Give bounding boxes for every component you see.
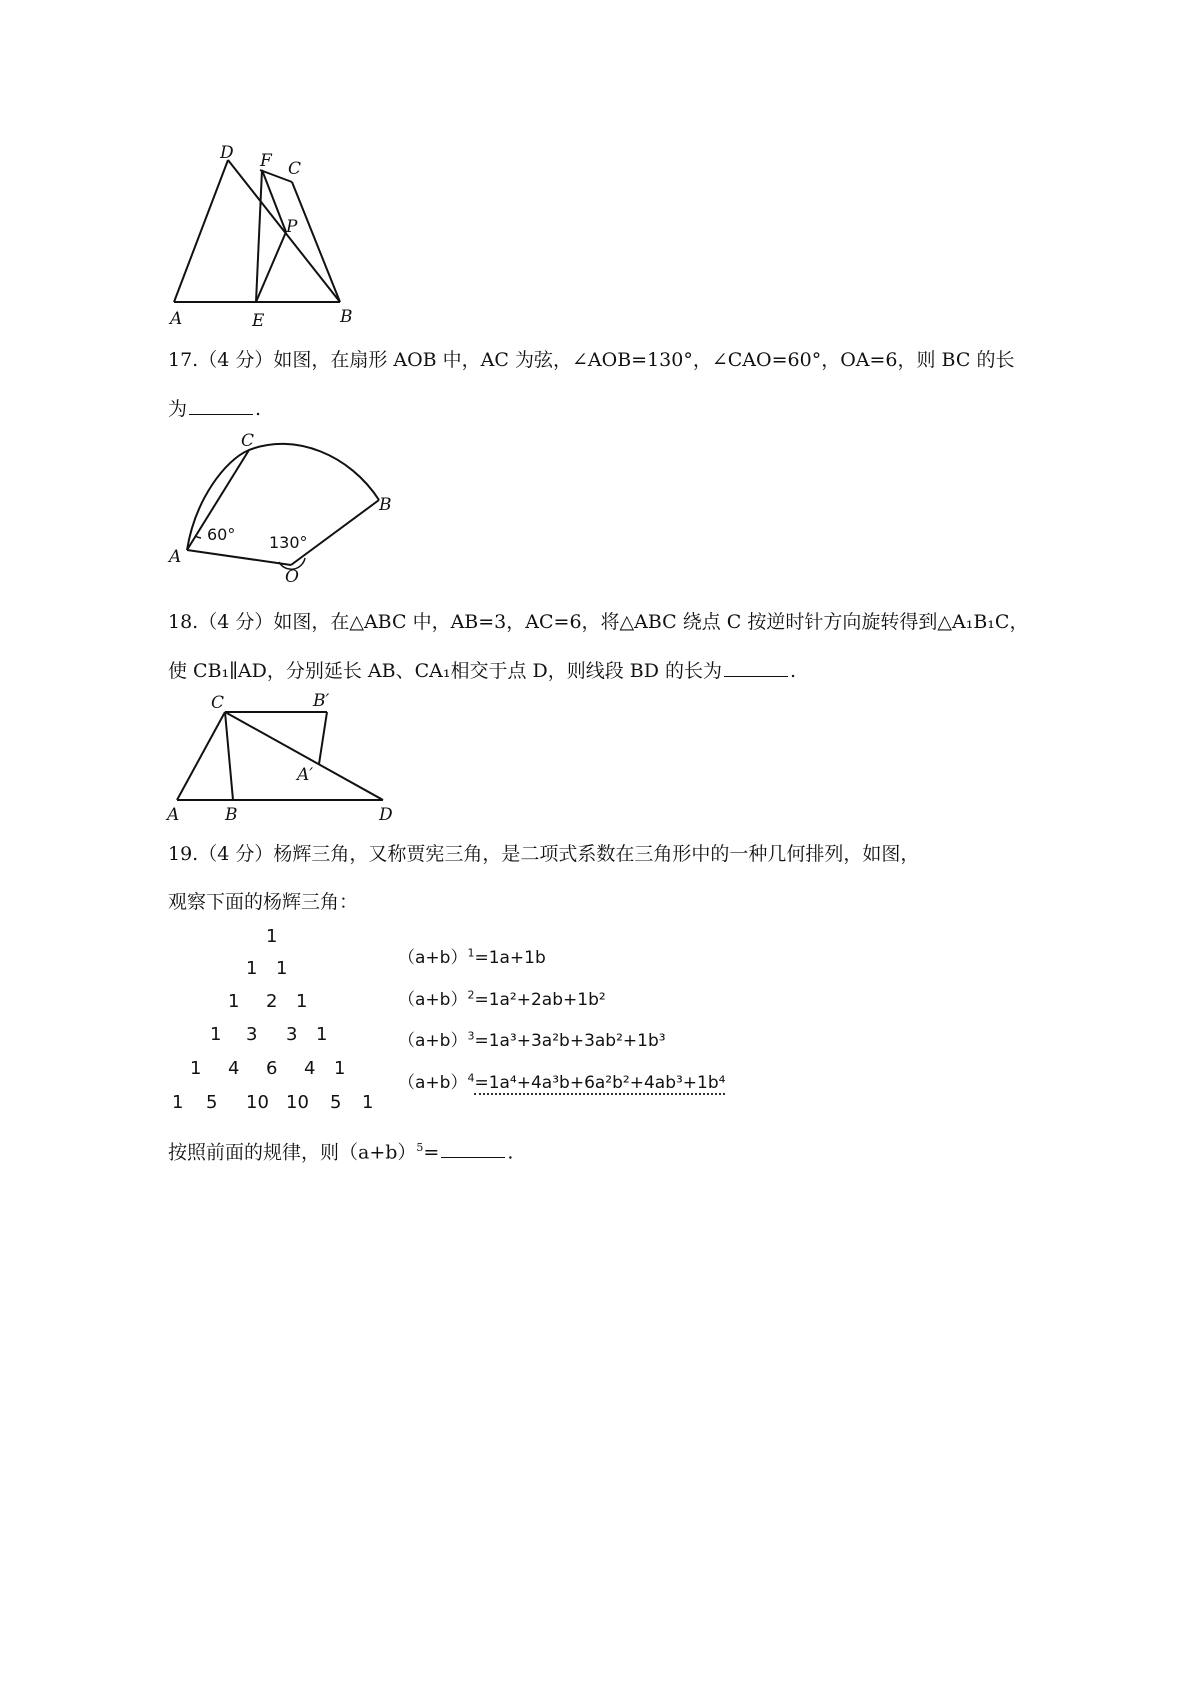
triangle-number: 1	[276, 958, 288, 979]
label-d: D	[379, 805, 393, 825]
triangle-number: 1	[228, 991, 240, 1012]
label-o: O	[285, 567, 299, 587]
answer-blank-19[interactable]	[441, 1137, 505, 1158]
triangle-number: 1	[246, 958, 258, 979]
question-17-line-2	[168, 394, 261, 423]
question-18-suffix: .	[790, 660, 797, 682]
question-17-prefix: 为	[168, 398, 188, 420]
figure-16-trapezoid	[168, 140, 368, 340]
formula-prefix: （a+b）	[398, 948, 468, 968]
binomial-formula-3	[398, 1026, 666, 1051]
question-18-line-1: 18.（4 分）如图，在△ABC 中，AB=3，AC=6，将△ABC 绕点 C 按逆时针方向旋转得到△A₁B₁C，	[168, 611, 1029, 633]
triangle-number: 4	[304, 1058, 316, 1079]
label-c: C	[211, 693, 225, 713]
triangle-number: 1	[296, 991, 308, 1012]
figure-17-sector	[165, 430, 405, 590]
binomial-formula-1	[398, 943, 546, 968]
label-b: B	[379, 495, 392, 515]
question-19-line-2: 观察下面的杨辉三角：	[168, 891, 359, 913]
label-f: F	[260, 151, 272, 171]
label-p: P	[286, 217, 298, 237]
formula-rhs: =1a²+2ab+1b²	[474, 990, 606, 1010]
answer-blank-18[interactable]	[724, 656, 788, 677]
triangle-number: 1	[210, 1024, 222, 1045]
formula-prefix: （a+b）	[398, 990, 468, 1010]
label-d: D	[220, 143, 234, 163]
label-a: A	[167, 805, 180, 825]
label-a: A	[170, 309, 183, 329]
formula-exponent: 4	[467, 1071, 475, 1085]
formula-prefix: （a+b）	[398, 1073, 468, 1093]
ask-exponent: 5	[416, 1141, 424, 1154]
figure-18-rotation	[165, 688, 405, 828]
binomial-formula-4	[398, 1068, 725, 1093]
label-a: A	[169, 547, 182, 567]
question-18-prefix: 使 CB₁∥AD，分别延长 AB、CA₁相交于点 D，则线段 BD 的长为	[168, 660, 723, 682]
triangle-number: 3	[286, 1024, 298, 1045]
label-c: C	[241, 431, 255, 451]
triangle-number: 5	[206, 1092, 218, 1113]
ask-end: .	[507, 1141, 514, 1164]
triangle-number: 1	[362, 1092, 374, 1113]
triangle-number: 1	[190, 1058, 202, 1079]
triangle-number: 6	[266, 1058, 278, 1079]
angle-130-label: 130°	[269, 533, 308, 552]
triangle-number: 2	[266, 991, 278, 1012]
triangle-number: 1	[172, 1092, 184, 1113]
question-17-suffix: .	[255, 398, 262, 420]
question-17-line-1: 17.（4 分）如图，在扇形 AOB 中，AC 为弦，∠AOB=130°，∠CAO=60°，OA=6，则 BC 的长	[168, 349, 1015, 371]
formula-rhs: =1a³+3a²b+3ab²+1b³	[474, 1031, 666, 1051]
triangle-number: 5	[330, 1092, 342, 1113]
triangle-number: 10	[286, 1092, 309, 1113]
formula-exponent: 3	[467, 1029, 475, 1043]
question-19-line-1: 19.（4 分）杨辉三角，又称贾宪三角，是二项式系数在三角形中的一种几何排列，如图，	[168, 843, 920, 865]
formula-rhs: =1a+1b	[474, 948, 546, 968]
triangle-number: 1	[316, 1024, 328, 1045]
ask-prefix: 按照前面的规律，则（a+b）	[168, 1141, 417, 1164]
label-b: B	[225, 805, 238, 825]
formula-prefix: （a+b）	[398, 1031, 468, 1051]
triangle-number: 4	[228, 1058, 240, 1079]
triangle-number: 1	[266, 926, 278, 947]
binomial-formula-2	[398, 985, 606, 1010]
label-b-prime: B′	[313, 691, 330, 711]
label-a-prime: A′	[297, 765, 314, 785]
question-19-ask	[168, 1134, 513, 1166]
question-18-line-2	[168, 656, 796, 685]
label-b: B	[340, 307, 353, 327]
label-c: C	[288, 159, 302, 179]
label-e: E	[252, 311, 265, 331]
triangle-number: 10	[246, 1092, 269, 1113]
triangle-number: 3	[246, 1024, 258, 1045]
ask-suffix: =	[423, 1141, 440, 1164]
formula-rhs: =1a⁴+4a³b+6a²b²+4ab³+1b⁴	[474, 1073, 726, 1093]
angle-60-label: 60°	[207, 525, 236, 544]
answer-blank-17[interactable]	[189, 394, 253, 415]
formula-exponent: 1	[467, 946, 475, 960]
triangle-number: 1	[334, 1058, 346, 1079]
formula-exponent: 2	[467, 988, 475, 1002]
